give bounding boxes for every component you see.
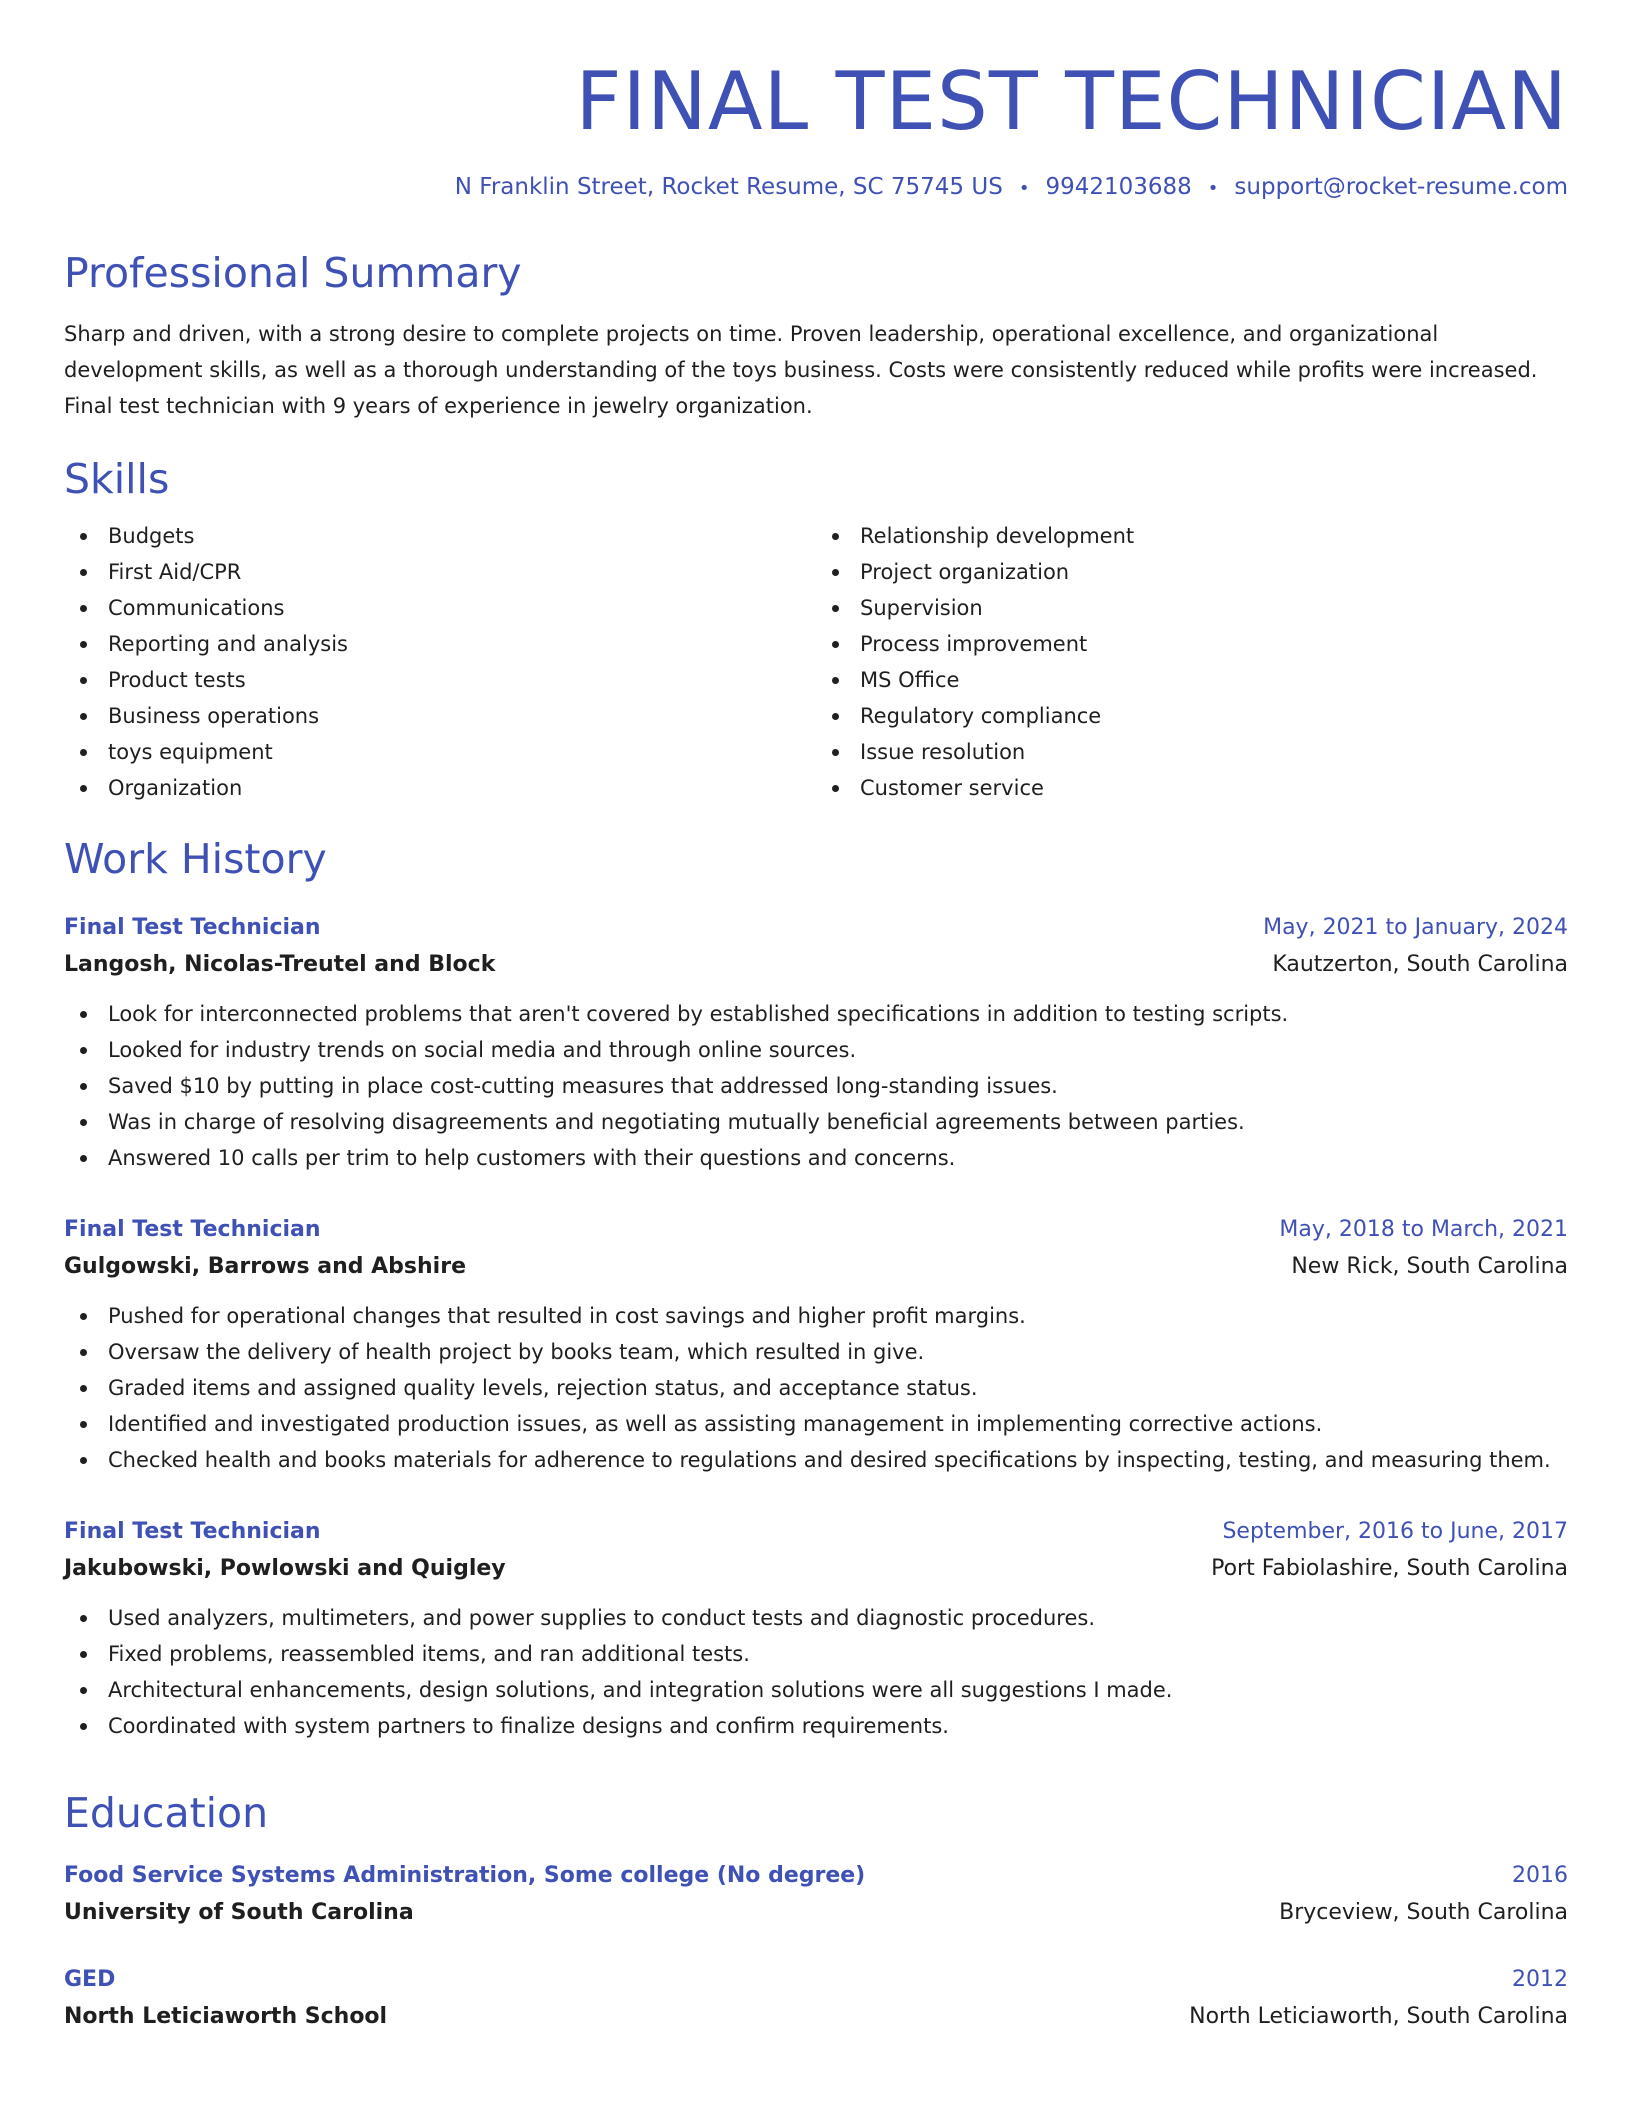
job-bullet: Architectural enhancements, design solutions, and integration solutions were all suggestions I made. [108,1672,1568,1708]
job-bullets [64,996,1568,1176]
job-employer: Jakubowski, Powlowski and Quigley [64,1556,506,1581]
education-school-row [64,1894,1568,1932]
skill-item: Budgets [108,518,816,554]
job-header-row [64,910,1568,946]
skill-item: Business operations [108,698,816,734]
job-title: Final Test Technician [64,1217,321,1242]
skill-item: Communications [108,590,816,626]
skill-item: Project organization [860,554,1568,590]
job-header-row [64,1212,1568,1248]
skill-item: Product tests [108,662,816,698]
education-school-row [64,1998,1568,2036]
work-history-heading: Work History [64,835,327,883]
education-school: University of South Carolina [64,1900,414,1925]
education-entry [64,1962,1568,2036]
job-location: New Rick, South Carolina [1291,1254,1568,1279]
job-bullet: Was in charge of resolving disagreements and negotiating mutually beneficial agreements between parties. [108,1104,1568,1140]
skill-item: Relationship development [860,518,1568,554]
job-title: Final Test Technician [64,1519,321,1544]
job-location: Kautzerton, South Carolina [1272,952,1568,977]
job-entry [64,1514,1568,1744]
job-bullets [64,1600,1568,1744]
job-bullet: Coordinated with system partners to finalize designs and confirm requirements. [108,1708,1568,1744]
skill-item: Customer service [860,770,1568,806]
resume-header [64,0,1568,204]
skill-item: Organization [108,770,816,806]
job-employer: Langosh, Nicolas-Treutel and Block [64,952,496,977]
education-year: 2012 [1512,1967,1568,1992]
education-entry [64,1858,1568,1932]
education-degree: Food Service Systems Administration, Some college (No degree) [64,1863,866,1888]
job-bullet: Fixed problems, reassembled items, and ran additional tests. [108,1636,1568,1672]
job-bullet: Checked health and books materials for adherence to regulations and desired specifications by inspecting, testing, and measuring them. [108,1442,1568,1478]
skill-item: MS Office [860,662,1568,698]
job-employer-row [64,1248,1568,1286]
skills-heading: Skills [64,455,170,503]
summary-text: Sharp and driven, with a strong desire to complete projects on time. Proven leadership, operational excellence, and organizational development skills, as well as a thorough understanding of the toys business. Costs were consistently reduced while profits were increased. Final test technician with 9 years of experience in jewelry organization. [64,322,1538,418]
job-location: Port Fabiolashire, South Carolina [1211,1556,1568,1581]
education-year: 2016 [1512,1863,1568,1888]
skills-column-left [64,518,816,806]
job-employer-row [64,946,1568,984]
job-bullet: Used analyzers, multimeters, and power supplies to conduct tests and diagnostic procedures. [108,1600,1568,1636]
job-bullet: Pushed for operational changes that resulted in cost savings and higher profit margins. [108,1298,1568,1334]
education-section [64,1788,1568,2036]
contact-line [64,172,1568,204]
work-history-section [64,834,1568,1744]
job-header-row [64,1514,1568,1550]
job-bullet: Looked for industry trends on social media and through online sources. [108,1032,1568,1068]
summary-section [64,248,1568,424]
education-degree: GED [64,1967,116,1992]
job-bullet: Saved $10 by putting in place cost-cutting measures that addressed long-standing issues. [108,1068,1568,1104]
skills-grid [64,518,1568,806]
education-header-row [64,1962,1568,1998]
skills-section [64,454,1568,806]
education-location: Bryceview, South Carolina [1279,1900,1568,1925]
job-bullet: Look for interconnected problems that aren't covered by established specifications in addition to testing scripts. [108,996,1568,1032]
skill-item: Regulatory compliance [860,698,1568,734]
job-dates: May, 2018 to March, 2021 [1279,1217,1568,1242]
education-school: North Leticiaworth School [64,2004,388,2029]
job-bullet: Answered 10 calls per trim to help customers with their questions and concerns. [108,1140,1568,1176]
candidate-name: FINAL TEST TECHNICIAN [575,55,1568,148]
contact-separator: • [1207,178,1219,199]
skill-item: Reporting and analysis [108,626,816,662]
contact-separator: • [1018,178,1030,199]
contact-email: support@rocket-resume.com [1234,174,1568,200]
job-bullet: Identified and investigated production issues, as well as assisting management in implementing corrective actions. [108,1406,1568,1442]
education-heading: Education [64,1789,269,1837]
job-dates: May, 2021 to January, 2024 [1263,915,1568,940]
job-title: Final Test Technician [64,915,321,940]
job-employer: Gulgowski, Barrows and Abshire [64,1254,466,1279]
skill-item: Issue resolution [860,734,1568,770]
contact-address: N Franklin Street, Rocket Resume, SC 75745 US [454,174,1003,200]
summary-heading: Professional Summary [64,249,522,297]
job-bullets [64,1298,1568,1478]
job-entry [64,910,1568,1176]
skill-item: First Aid/CPR [108,554,816,590]
job-bullet: Graded items and assigned quality levels, rejection status, and acceptance status. [108,1370,1568,1406]
skill-item: Process improvement [860,626,1568,662]
contact-phone: 9942103688 [1045,174,1192,200]
job-bullet: Oversaw the delivery of health project by books team, which resulted in give. [108,1334,1568,1370]
job-employer-row [64,1550,1568,1588]
job-entry [64,1212,1568,1478]
job-dates: September, 2016 to June, 2017 [1222,1519,1568,1544]
skill-item: toys equipment [108,734,816,770]
education-location: North Leticiaworth, South Carolina [1189,2004,1568,2029]
skill-item: Supervision [860,590,1568,626]
education-header-row [64,1858,1568,1894]
skills-column-right [816,518,1568,806]
